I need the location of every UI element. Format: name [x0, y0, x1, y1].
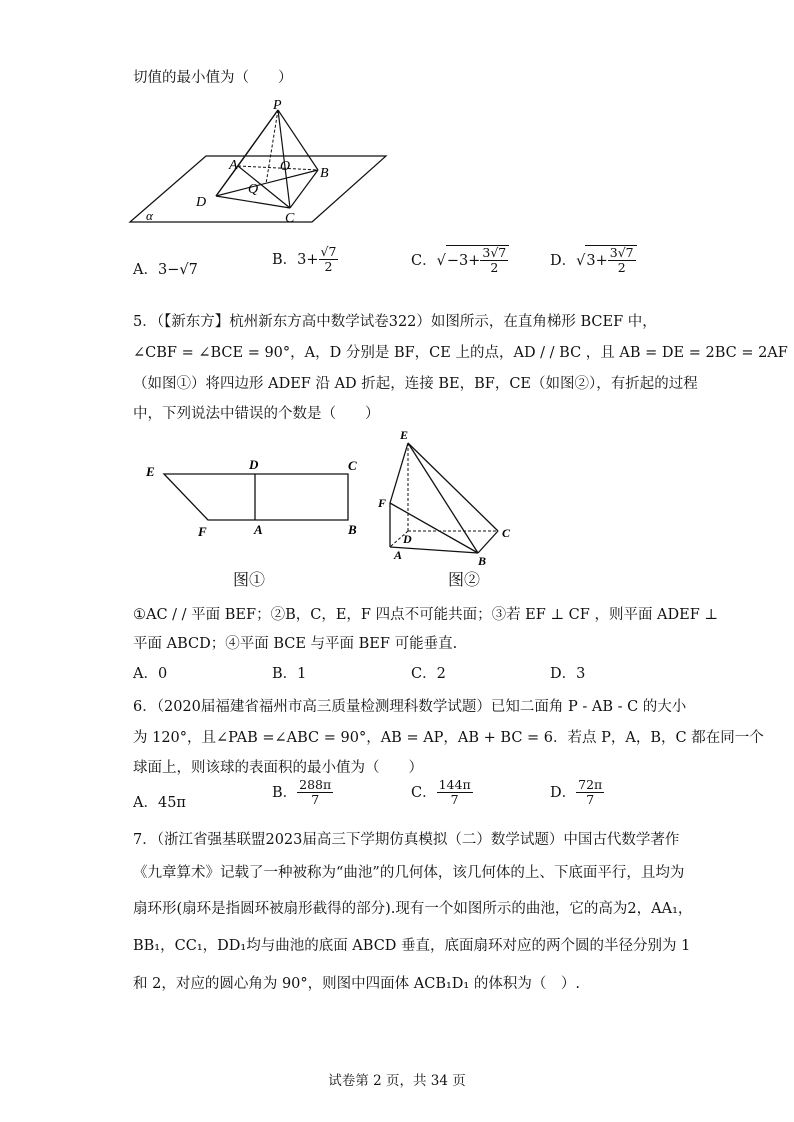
label-D: D [196, 195, 207, 210]
label-F2: F [378, 496, 387, 510]
label-O: O [280, 159, 291, 174]
label-C2: C [502, 526, 511, 540]
q7-line2: 《九章算术》记载了一种被称为“曲池”的几何体，该几何体的上、下底面平行，且均为 [133, 865, 685, 881]
q6-line1: 6．（2020届福建省福州市高三质量检测理科数学试题）已知二面角 P - AB - C 的大小 [133, 699, 687, 715]
label-D: D [249, 457, 259, 472]
q5-line1: 5．（【新东方】杭州新东方高中数学试卷322）如图所示，在直角梯形 BCEF 中， [133, 314, 657, 330]
q5-option-d[interactable]: D．3 [550, 666, 586, 682]
label-Q: Q [248, 182, 259, 197]
q6-option-b[interactable]: B． $\frac{288\pi}{7}$ [272, 777, 332, 808]
label-A2: A [394, 548, 403, 562]
label-A: A [254, 522, 263, 537]
label-P: P [273, 98, 282, 113]
q5-option-b[interactable]: B．1 [272, 666, 307, 682]
q5-option-c[interactable]: C．2 [411, 666, 446, 682]
q4-option-c[interactable]: C．√−3+ $\frac{3√7}{2}$ [411, 245, 509, 276]
q6-option-d[interactable]: D． $\frac{72\pi}{7}$ [550, 777, 603, 808]
figure-pyramid-plane [128, 98, 388, 228]
q4-tail: 切值的最小值为（ ） [133, 70, 293, 86]
q5-line3: （如图①）将四边形 ADEF 沿 AD 折起，连接 BE，BF，CE（如图②），有折起的过程 [133, 376, 698, 392]
q5-statements-1: ①AC / / 平面 BEF；②B，C，E，F 四点不可能共面；③若 EF ⊥ CF ，则平面 ADEF ⊥ [133, 607, 719, 623]
label-B: B [348, 522, 357, 537]
q5-line2: ∠CBF = ∠BCE = 90°，A，D 分别是 BF，CE 上的点，AD / / BC ，且 AB = DE = 2BC = 2AF [133, 345, 788, 361]
q6-line3: 球面上，则该球的表面积的最小值为（ ） [133, 760, 423, 776]
page-footer: 试卷第 2 页，共 34 页 [328, 1073, 466, 1089]
figure-folded-solid [370, 425, 520, 570]
q5-option-a[interactable]: A．0 [133, 666, 168, 682]
q7-line1: 7．（浙江省强基联盟2023届高三下学期仿真模拟（二）数学试题）中国古代数学著作 [133, 832, 680, 848]
label-C: C [348, 458, 357, 473]
q7-line3: 扇环形(扇环是指圆环被扇形截得的部分).现有一个如图所示的曲池，它的高为2，AA₁， [133, 901, 693, 917]
q7-line5: 和 2，对应的圆心角为 90°，则图中四面体 ACB₁D₁ 的体积为（ ）. [133, 976, 580, 992]
label-C: C [285, 211, 295, 226]
label-alpha: α [146, 208, 153, 223]
q6-option-a[interactable]: A．45π [133, 795, 186, 811]
q5-line4: 中，下列说法中错误的个数是（ ） [133, 406, 380, 422]
label-E: E [146, 464, 155, 479]
q4-option-b[interactable]: B．3+ $\frac{√7}{2}$ [272, 244, 337, 275]
caption-fig2: 图② [448, 570, 481, 589]
figure-trapezoid [140, 450, 370, 545]
q6-line2: 为 120°，且∠PAB =∠ABC = 90°，AB = AP，AB + BC = 6．若点 P，A，B，C 都在同一个 [133, 730, 764, 746]
q4-option-a[interactable]: A．3−√7 [133, 262, 198, 278]
label-A: A [229, 158, 238, 173]
label-F: F [198, 524, 207, 539]
label-E2: E [400, 428, 409, 442]
caption-fig1: 图① [233, 570, 266, 589]
label-D2: D [403, 532, 412, 546]
label-B2: B [478, 554, 487, 568]
q6-option-c[interactable]: C． $\frac{144\pi}{7}$ [411, 777, 471, 808]
q7-line4: BB₁，CC₁，DD₁均与曲池的底面 ABCD 垂直，底面扇环对应的两个圆的半径分别为 1 [133, 938, 691, 954]
q4-option-d[interactable]: D．√3+ $\frac{3√7}{2}$ [550, 245, 637, 276]
label-B: B [320, 166, 329, 181]
q5-statements-2: 平面 ABCD；④平面 BCE 与平面 BEF 可能垂直. [133, 636, 458, 652]
